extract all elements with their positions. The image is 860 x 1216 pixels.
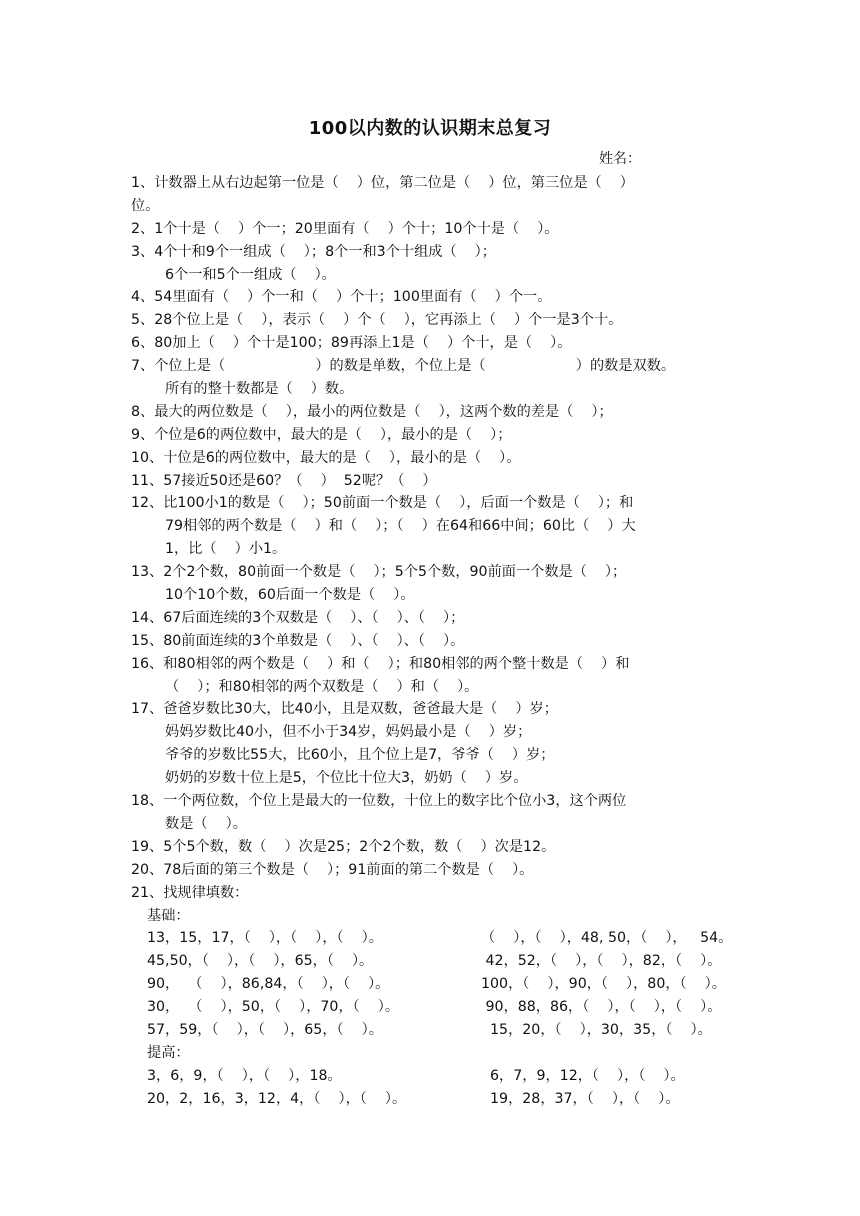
question-line: 11、57接近50还是60？（ ） 52呢？（ ） xyxy=(131,472,437,489)
question-line: 6个一和5个一组成（ ）。 xyxy=(165,266,336,283)
question-line: 1，比（ ）小1。 xyxy=(165,541,287,558)
question-line: 奶奶的岁数十位上是5，个位比十位大3，奶奶（ ）岁。 xyxy=(165,770,528,787)
question-line: 15、80前面连续的3个单数是（ ）、（ ）、（ ）。 xyxy=(131,632,465,649)
pattern-left: 45,50，（ ），（ ），65，（ ）。 xyxy=(147,953,374,970)
question-line: 9、个位是6的两位数中，最大的是（ ），最小的是（ ）； xyxy=(131,426,512,443)
question-line: 爷爷的岁数比55大，比60小，且个位上是7，爷爷（ ）岁； xyxy=(165,747,555,764)
pattern-right: 42，52，（ ），（ ），82，（ ）。 xyxy=(481,953,722,970)
pattern-row xyxy=(131,1088,731,1111)
question-line: 12、比100小1的数是（ ）；50前面一个数是（ ），后面一个数是（ ）；和 xyxy=(131,495,634,512)
question-line: 2、1个十是（ ）个一；20里面有（ ）个十；10个十是（ ）。 xyxy=(131,220,559,237)
question-line: 18、一个两位数，个位上是最大的一位数，十位上的数字比个位小3，这个两位 xyxy=(131,793,627,810)
question-line: 6、80加上（ ）个十是100；89再添上1是（ ）个十，是（ ）。 xyxy=(131,335,572,352)
name-label: 姓名： xyxy=(599,151,641,167)
pattern-right: 100，（ ），90，（ ），80，（ ）。 xyxy=(481,976,726,993)
pattern-row xyxy=(131,927,731,950)
pattern-left: 30， （ ），50，（ ），70，（ ）。 xyxy=(147,999,400,1016)
question-line: 20、78后面的第三个数是（ ）；91前面的第二个数是（ ）。 xyxy=(131,861,534,878)
question-line: （ ）；和80相邻的两个双数是（ ）和（ ）。 xyxy=(165,678,479,695)
question-line: 19、5个5个数，数（ ）次是25；2个2个数，数（ ）次是12。 xyxy=(131,838,556,855)
question-line: 位。 xyxy=(131,197,160,214)
pattern-right: （ ），（ ），48, 50，（ ）， 54。 xyxy=(481,930,733,947)
pattern-right: 6，7，9，12，（ ），（ ）。 xyxy=(481,1067,685,1084)
question-line: 7、个位上是（ ）的数是单数，个位上是（ ）的数是双数。 xyxy=(131,358,676,375)
pattern-left: 20，2，16，3，12，4，（ ），（ ）。 xyxy=(147,1090,407,1107)
advanced-label: 提高： xyxy=(147,1044,190,1061)
pattern-row xyxy=(131,996,731,1019)
pattern-left: 13，15，17，（ ），（ ），（ ）。 xyxy=(147,930,383,947)
question-line: 17、爸爸岁数比30大，比40小，且是双数，爸爸最大是（ ）岁； xyxy=(131,701,558,718)
pattern-row xyxy=(131,1019,731,1042)
question-line: 1、计数器上从右边起第一位是（ ）位，第二位是（ ）位，第三位是（ ） xyxy=(131,175,634,191)
pattern-left: 57，59，（ ），（ ），65，（ ）。 xyxy=(147,1021,383,1038)
pattern-right: 90，88，86，（ ），（ ），（ ）。 xyxy=(481,999,722,1016)
question-list xyxy=(131,172,731,1111)
question-line: 妈妈岁数比40小，但不小于34岁，妈妈最小是（ ）岁； xyxy=(165,724,532,741)
worksheet-title: 100以内数的认识期末总复习 xyxy=(308,118,552,139)
question-line: 14、67后面连续的3个双数是（ ）、（ ）、（ ）； xyxy=(131,609,465,626)
pattern-right: 19，28，37，（ ），（ ）。 xyxy=(481,1090,680,1107)
pattern-row xyxy=(131,1065,731,1088)
pattern-left: 3，6，9，（ ），（ ），18。 xyxy=(147,1067,342,1084)
question-line: 79相邻的两个数是（ ）和（ ）；（ ）在64和66中间；60比（ ）大 xyxy=(165,518,636,535)
basic-label: 基础： xyxy=(147,907,190,924)
pattern-row xyxy=(131,973,731,996)
question-line: 13、2个2个数，80前面一个数是（ ）；5个5个数，90前面一个数是（ ）； xyxy=(131,564,627,581)
question-line: 3、4个十和9个一组成（ ）；8个一和3个十组成（ ）； xyxy=(131,243,496,260)
pattern-left: 90， （ ），86,84，（ ），（ ）。 xyxy=(147,976,390,993)
question-line: 4、54里面有（ ）个一和（ ）个十；100里面有（ ）个一。 xyxy=(131,289,552,306)
question-line: 5、28个位上是（ ），表示（ ）个（ ），它再添上（ ）个一是3个十。 xyxy=(131,312,623,329)
question-line: 8、最大的两位数是（ ），最小的两位数是（ ），这两个数的差是（ ）； xyxy=(131,403,613,420)
question-line: 16、和80相邻的两个数是（ ）和（ ）；和80相邻的两个整十数是（ ）和 xyxy=(131,655,630,672)
pattern-right: 15，20，（ ），30，35，（ ）。 xyxy=(481,1021,712,1038)
question-line: 21、找规律填数： xyxy=(131,884,249,901)
question-line: 数是（ ）。 xyxy=(165,815,247,832)
pattern-row xyxy=(131,950,731,973)
question-line: 10个10个数，60后面一个数是（ ）。 xyxy=(165,587,415,604)
question-line: 10、十位是6的两位数中，最大的是（ ），最小的是（ ）。 xyxy=(131,449,521,466)
question-line: 所有的整十数都是（ ）数。 xyxy=(165,381,354,398)
